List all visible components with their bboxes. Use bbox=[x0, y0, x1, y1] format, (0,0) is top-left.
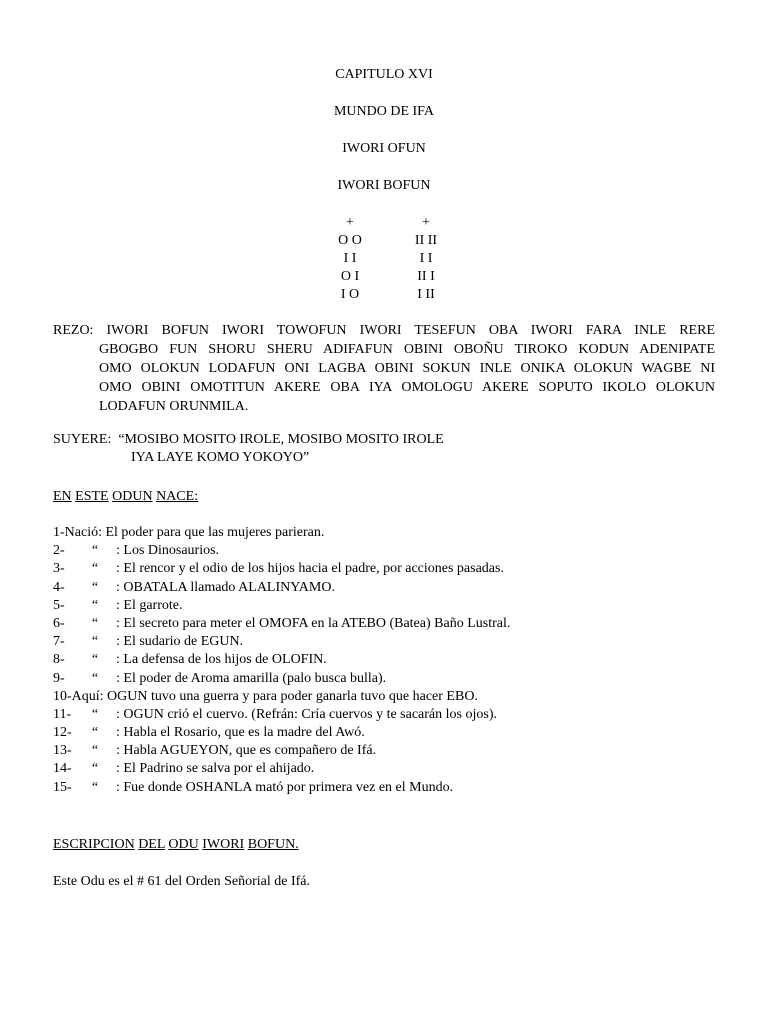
rezo-line: REZO: IWORI BOFUN IWORI TOWOFUN IWORI TESEFUN OBA IWORI FARA INLE RERE bbox=[53, 323, 715, 338]
list-item-ditto: “ bbox=[91, 706, 99, 722]
figure-right-row: I I bbox=[419, 251, 433, 266]
list-item-ditto: “ bbox=[91, 670, 99, 686]
list-item-text: : OBATALA llamado ALALINYAMO. bbox=[116, 579, 335, 595]
list-item-text: : Habla AGUEYON, que es compañero de Ifá. bbox=[116, 743, 377, 759]
list-item bbox=[53, 724, 510, 742]
list-item-text: : Fue donde OSHANLA mató por primera vez en el Mundo. bbox=[116, 779, 454, 795]
list-item-text: : El secreto para meter el OMOFA en la ATEBO (Batea) Baño Lustral. bbox=[116, 615, 511, 631]
figure-left-row: I O bbox=[340, 287, 360, 302]
odu-name-title: IWORI OFUN bbox=[342, 141, 426, 156]
heading-word: NACE: bbox=[156, 489, 199, 504]
heading-word: BOFUN. bbox=[247, 837, 299, 852]
list-item-text: : El Padrino se salva por el ahijado. bbox=[116, 761, 315, 777]
list-item-ditto: “ bbox=[91, 597, 99, 613]
list-item-ditto: “ bbox=[91, 634, 99, 650]
suyere-line: SUYERE: “MOSIBO MOSITO IROLE, MOSIBO MOSITO IROLE bbox=[53, 432, 444, 447]
list-item-ditto: “ bbox=[91, 561, 99, 577]
list-item-number: 1- bbox=[53, 525, 65, 540]
rezo-line: OMO OBINI OMOTITUN AKERE OBA IYA OMOLOGU AKERE SOPUTO IKOLO OLOKUN bbox=[99, 380, 715, 395]
list-item-text: : OGUN crió el cuervo. (Refrán: Cría cuervos y te sacarán los ojos). bbox=[116, 706, 497, 722]
figure-left-row: + bbox=[346, 215, 354, 230]
list-item-text: : Los Dinosaurios. bbox=[116, 543, 220, 559]
list-item-text: : El sudario de EGUN. bbox=[116, 634, 244, 650]
heading-word: EN bbox=[53, 489, 72, 504]
list-item-ditto: “ bbox=[91, 615, 99, 631]
figure-right-row: II I bbox=[417, 269, 435, 284]
list-item bbox=[53, 579, 510, 597]
list-item-number: 7- bbox=[53, 634, 65, 650]
suyere-line: IYA LAYE KOMO YOKOYO” bbox=[131, 450, 310, 465]
heading-word: ODUN bbox=[112, 489, 153, 504]
list-item-number: 4- bbox=[53, 579, 65, 595]
list-item-text: : El rencor y el odio de los hijos hacia el padre, por acciones pasadas. bbox=[116, 561, 504, 577]
section-heading-en-este-odun bbox=[53, 488, 198, 506]
heading-word: ESTE bbox=[75, 489, 109, 504]
figure-left-row: I I bbox=[343, 251, 357, 266]
list-item-ditto: “ bbox=[91, 779, 99, 795]
list-item bbox=[53, 742, 510, 760]
section-heading-escripcion bbox=[53, 836, 299, 854]
list-item bbox=[53, 651, 510, 669]
list-item bbox=[53, 524, 510, 542]
description-paragraph: Este Odu es el # 61 del Orden Señorial de Ifá. bbox=[53, 874, 310, 889]
figure-right-row: I II bbox=[417, 287, 435, 302]
list-item-text: : La defensa de los hijos de OLOFIN. bbox=[116, 652, 327, 668]
list-item-text: Aquí: OGUN tuvo una guerra y para poder ganarla tuvo que hacer EBO. bbox=[71, 688, 478, 704]
list-item-number: 8- bbox=[53, 652, 65, 668]
list-item bbox=[53, 670, 510, 688]
world-title: MUNDO DE IFA bbox=[333, 104, 435, 119]
list-item bbox=[53, 633, 510, 651]
list-item-text: : Habla el Rosario, que es la madre del Awó. bbox=[116, 725, 365, 741]
list-item bbox=[53, 615, 510, 633]
list-item bbox=[53, 560, 510, 578]
list-item-number: 11- bbox=[53, 706, 72, 722]
suyere-block bbox=[53, 431, 444, 467]
odu-figure-left-column bbox=[320, 214, 380, 304]
odu-figure-right-column bbox=[398, 214, 454, 304]
list-item-ditto: “ bbox=[91, 761, 99, 777]
list-item bbox=[53, 706, 510, 724]
list-item bbox=[53, 688, 510, 706]
list-item bbox=[53, 597, 510, 615]
rezo-line: LODAFUN ORUNMILA. bbox=[99, 399, 249, 414]
list-item-ditto: “ bbox=[91, 543, 99, 559]
list-item bbox=[53, 542, 510, 560]
list-item-number: 15- bbox=[53, 779, 72, 795]
figure-left-row: O O bbox=[338, 233, 362, 248]
list-item-text: Nació: El poder para que las mujeres parieran. bbox=[64, 525, 325, 540]
heading-word: DEL bbox=[138, 837, 165, 852]
figure-right-row: II II bbox=[414, 233, 438, 248]
rezo-paragraph bbox=[53, 322, 715, 417]
rezo-line: GBOGBO FUN SHORU SHERU ADIFAFUN OBINI OBOÑU TIROKO KODUN ADENIPATE bbox=[99, 342, 715, 357]
list-item-ditto: “ bbox=[91, 743, 99, 759]
list-item-number: 12- bbox=[53, 725, 72, 741]
list-item-ditto: “ bbox=[91, 725, 99, 741]
list-item-number: 2- bbox=[53, 543, 65, 559]
figure-left-row: O I bbox=[340, 269, 360, 284]
list-item-number: 13- bbox=[53, 743, 72, 759]
list-item-ditto: “ bbox=[91, 652, 99, 668]
heading-word: IWORI bbox=[202, 837, 245, 852]
figure-right-row: + bbox=[422, 215, 430, 230]
heading-word: ESCRIPCION bbox=[53, 837, 135, 852]
chapter-title: CAPITULO XVI bbox=[335, 67, 433, 82]
odu-figure bbox=[0, 214, 768, 306]
odu-alt-title: IWORI BOFUN bbox=[337, 178, 431, 193]
list-item bbox=[53, 760, 510, 778]
list-item bbox=[53, 779, 510, 797]
list-item-ditto: “ bbox=[91, 579, 99, 595]
list-item-text: : El poder de Aroma amarilla (palo busca bulla). bbox=[116, 670, 387, 686]
list-item-number: 10- bbox=[53, 688, 72, 704]
list-item-number: 9- bbox=[53, 670, 65, 686]
list-item-number: 3- bbox=[53, 561, 65, 577]
born-list bbox=[53, 524, 510, 797]
list-item-number: 6- bbox=[53, 615, 65, 631]
list-item-number: 14- bbox=[53, 761, 72, 777]
rezo-line: OMO OLOKUN LODAFUN ONI LAGBA OBINI SOKUN INLE ONIKA OLOKUN WAGBE NI bbox=[99, 361, 715, 376]
heading-word: ODU bbox=[168, 837, 199, 852]
list-item-number: 5- bbox=[53, 597, 65, 613]
list-item-text: : El garrote. bbox=[116, 597, 183, 613]
